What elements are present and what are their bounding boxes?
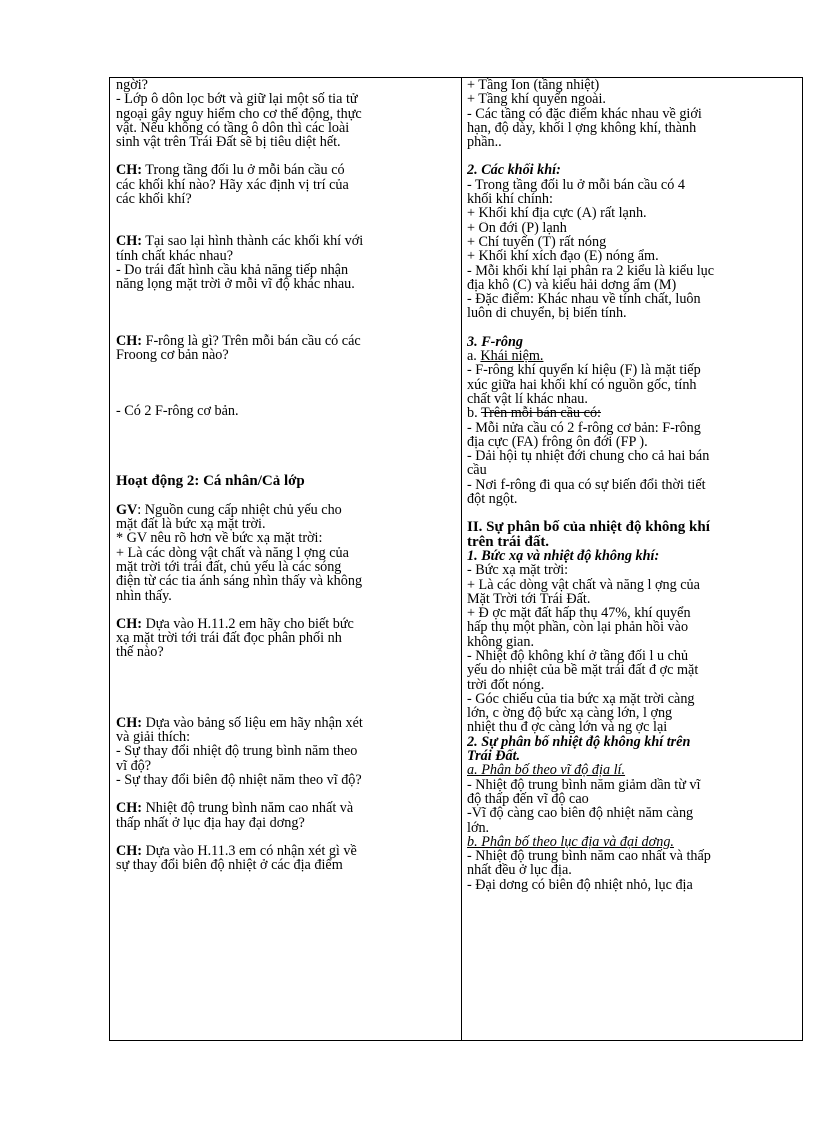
ch-label: CH: — [116, 715, 143, 731]
text-line: các khối khí? — [116, 192, 192, 207]
text-line: - Do trái đất hình cầu khả năng tiếp nhận — [116, 262, 349, 278]
text-line: địa khô (C) và kiểu hải dơng ẩm (M) — [467, 277, 677, 293]
ch-label: CH: — [116, 333, 143, 348]
text-line: + Tầng Ion (tầng nhiệt) — [467, 78, 600, 93]
text-line: + Đ ợc mặt đất hấp thụ 47%, khí quyển — [467, 606, 691, 621]
lesson-table — [109, 77, 803, 1041]
text-line: Mặt Trời tới Trái Đất. — [467, 591, 591, 607]
section-heading-distribution-cont: Trái Đất. — [467, 749, 521, 764]
text-line: + Khối khí xích đạo (E) nóng ẩm. — [467, 249, 659, 264]
question-5: CH: Dựa vào bảng số liệu em hãy nhận xét — [116, 715, 363, 731]
text-line: hấp thụ một phần, còn lại phản hồi vào — [467, 620, 689, 635]
text-line: + Chí tuyến (T) rất nóng — [467, 234, 607, 250]
gv-line: GV: Nguồn cung cấp nhiệt chủ yếu cho — [116, 502, 342, 518]
ch-label: CH: — [116, 234, 143, 249]
question-1: CH: Trong tầng đối lu ở mỗi bán cầu có — [116, 163, 345, 178]
ch-label: CH: — [116, 163, 143, 178]
text-line: các khối khí nào? Hãy xác định vị trí của — [116, 177, 349, 193]
text-line: tính chất khác nhau? — [116, 248, 233, 263]
text-line: xúc giữa hai khối khí có nguồn gốc, tính — [467, 377, 697, 392]
question-3: CH: F-rông là gì? Trên mỗi bán cầu có các — [116, 333, 361, 348]
left-column — [116, 78, 452, 872]
text-line: - Có 2 F-rông cơ bản. — [116, 404, 239, 419]
text-line: lớn. — [467, 820, 490, 835]
text-line: + Là các dòng vật chất và năng l ợng của — [116, 545, 349, 560]
text-line: * GV nêu rõ hơn về bức xạ mặt trời: — [116, 531, 323, 546]
text-line: lớn, c ờng độ bức xạ càng lớn, l ợng — [467, 706, 673, 721]
text-line: vật. Nếu không có tầng ô dôn thì các loài — [116, 120, 350, 136]
text-line: -Vĩ độ càng cao biên độ nhiệt năm càng — [467, 806, 694, 821]
text-line: + Ôn đới (P) lạnh — [467, 220, 567, 235]
text-line: phần.. — [467, 135, 502, 150]
subheading-a: a. Khái niệm. — [467, 349, 544, 364]
text-line: sự thay đổi biên độ nhiệt ở các địa điểm — [116, 858, 343, 873]
text-line: - Nhiệt độ không khí ở tầng đối l u chủ — [467, 648, 689, 664]
question-7: CH: Dựa vào H.11.3 em có nhận xét gì về — [116, 843, 357, 859]
activity-heading: Hoạt động 2: Cá nhân/Cả lớp — [116, 474, 305, 489]
text-line: vĩ độ? — [116, 758, 152, 773]
text-line: nhiệt thu đ ợc càng lớn và ng ợc lại — [467, 720, 668, 735]
text-line: độ thấp đến vĩ độ cao — [467, 791, 589, 807]
text-line: ngời? — [116, 78, 148, 93]
text-line: luôn di chuyển, bị biến tính. — [467, 306, 627, 321]
text-line: - Đặc điểm: Khác nhau về tính chất, luôn — [467, 292, 701, 307]
text-line: - Nhiệt độ trung bình năm cao nhất và thấp — [467, 849, 711, 864]
text-line: địa cực (FA) frông ôn đới (FP ). — [467, 434, 648, 450]
text-line: Froong cơ bản nào? — [116, 347, 229, 363]
text-line: - Đại dơng có biên độ nhiệt nhỏ, lục địa — [467, 877, 693, 893]
text-line: - Các tầng có đặc điểm khác nhau về giới — [467, 106, 702, 121]
text-line: + Là các dòng vật chất và năng l ợng của — [467, 577, 700, 592]
text-line: - Nhiệt độ trung bình năm giảm dần từ vĩ — [467, 777, 701, 792]
text-line: + Khối khí địa cực (A) rất lạnh. — [467, 206, 647, 221]
text-line: đột ngột. — [467, 492, 518, 507]
text-line: - F-rông khí quyển kí hiệu (F) là mặt tiếp — [467, 363, 701, 378]
text-line: - Sự thay đổi nhiệt độ trung bình năm theo — [116, 744, 358, 759]
question-2: CH: Tại sao lại hình thành các khối khí với — [116, 234, 364, 249]
text-line: không gian. — [467, 634, 534, 649]
text-line: - Dải hội tụ nhiệt đới chung cho cả hai bán — [467, 449, 710, 464]
text-line: khối khí chính: — [467, 192, 553, 207]
section-heading-distribution: 2. Sự phân bố nhiệt độ không khí trên — [467, 734, 691, 750]
question-6: CH: Nhiệt độ trung bình năm cao nhất và — [116, 801, 354, 816]
ch-label: CH: — [116, 843, 143, 859]
question-4: CH: Dựa vào H.11.2 em hãy cho biết bức — [116, 616, 354, 632]
subheading-land-ocean: b. Phân bố theo lục địa và đại dơng. — [467, 834, 674, 850]
gv-label: GV — [116, 502, 138, 518]
text-line: thấp nhất ở lục địa hay đại dơng? — [116, 815, 305, 830]
text-line: mặt đất là bức xạ mặt trời. — [116, 517, 266, 532]
text-line: thế nào? — [116, 645, 164, 660]
text-line: ngoại gây nguy hiểm cho cơ thể động, thực — [116, 106, 362, 121]
section-heading-temperature: II. Sự phân bố của nhiệt độ không khí — [467, 520, 710, 535]
text-line: sinh vật trên Trái Đất sẽ bị tiêu diệt hết. — [116, 135, 341, 150]
text-line: mặt trời tới trái đất, chủ yếu là các sóng — [116, 559, 342, 575]
text-line: điện từ các tia ánh sáng nhìn thấy và không — [116, 574, 363, 589]
text-line: cầu — [467, 463, 487, 478]
text-line: năng lọng mặt trời ở mỗi vĩ độ khác nhau. — [116, 277, 355, 292]
text-line: hạn, độ dày, khối l ợng không khí, thành — [467, 120, 697, 136]
column-divider — [461, 78, 462, 1040]
ch-label: CH: — [116, 801, 143, 816]
ch-label: CH: — [116, 616, 143, 632]
text-line: nhất đều ở lục địa. — [467, 863, 572, 878]
text-line: - Nơi f-rông đi qua có sự biến đổi thời tiết — [467, 477, 706, 493]
text-line: - Góc chiếu của tia bức xạ mặt trời càng — [467, 691, 695, 707]
text-line: trời đốt nóng. — [467, 677, 545, 692]
text-line: và giải thích: — [116, 730, 191, 745]
text-line: - Trong tầng đối lu ở mỗi bán cầu có 4 — [467, 177, 685, 193]
right-column — [467, 78, 797, 892]
text-line: yếu do nhiệt của bề mặt trái đất đ ợc mặt — [467, 663, 699, 678]
subheading-latitude: a. Phân bố theo vĩ độ địa lí. — [467, 763, 626, 778]
text-line: chất vật lí khác nhau. — [467, 391, 588, 407]
text-line: + Tầng khí quyển ngoài. — [467, 92, 606, 107]
subheading-b: b. Trên mỗi bán cầu có: — [467, 406, 601, 421]
text-line: xạ mặt trời tới trái đất đọc phân phối nh — [116, 631, 342, 646]
text-line: - Mỗi nửa cầu có 2 f-rông cơ bản: F-rông — [467, 420, 701, 435]
section-heading-front: 3. F-rông — [467, 334, 523, 350]
section-heading-temperature-cont: trên trái đất. — [467, 534, 550, 549]
section-heading-air-masses: 2. Các khối khí: — [467, 163, 561, 178]
text-line: - Lớp ô dôn lọc bớt và giữ lại một số tia tử — [116, 92, 358, 107]
text-line: - Bức xạ mặt trời: — [467, 563, 569, 578]
text-line: nhìn thấy. — [116, 588, 172, 603]
text-line: - Mỗi khối khí lại phân ra 2 kiểu là kiểu lục — [467, 263, 715, 278]
section-heading-radiation: 1. Bức xạ và nhiệt độ không khí: — [467, 548, 660, 564]
text-line: - Sự thay đổi biên độ nhiệt năm theo vĩ độ? — [116, 772, 362, 788]
